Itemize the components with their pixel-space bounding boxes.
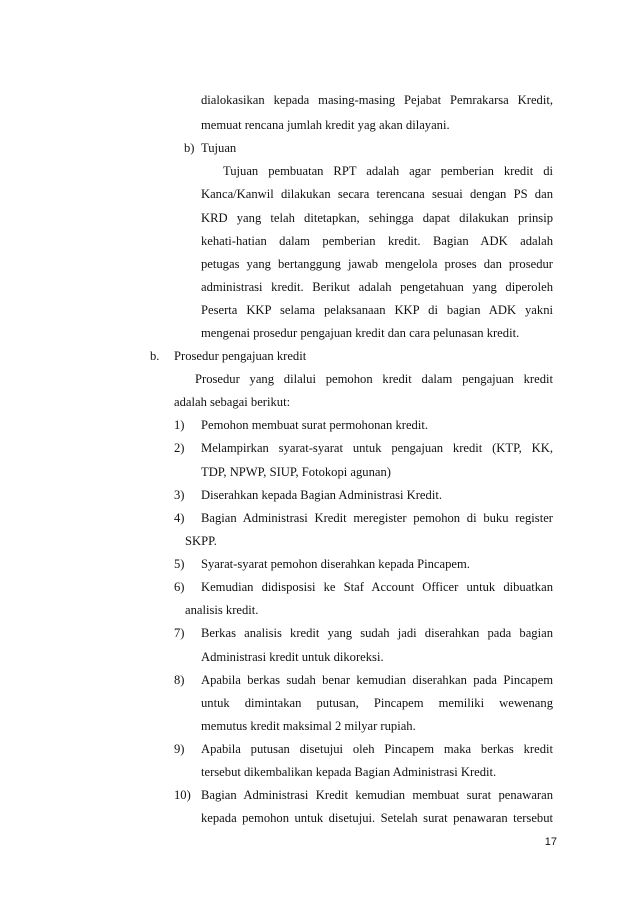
list-item-text: untuk dimintakan putusan, Pincapem memiliki wewenang (201, 696, 553, 710)
list-item-text: memutus kredit maksimal 2 milyar rupiah. (201, 719, 416, 733)
text-line: kehati-hatian dalam pemberian kredit. Bagian ADK adalah (201, 234, 553, 248)
list-item-text: Kemudian didisposisi ke Staf Account Officer untuk dibuatkan (201, 580, 553, 594)
list-item-text: Bagian Administrasi Kredit meregister pemohon di buku register (201, 511, 553, 525)
list-number: 1) (174, 418, 185, 432)
list-item-text: Apabila berkas sudah benar kemudian diserahkan pada Pincapem (201, 673, 553, 687)
list-number: 5) (174, 557, 185, 571)
list-number: 2) (174, 441, 185, 455)
list-item-text: SKPP. (185, 534, 217, 548)
list-item-text: Melampirkan syarat-syarat untuk pengajuan kredit (KTP, KK, (201, 441, 553, 455)
text-line: dialokasikan kepada masing-masing Pejabat Pemrakarsa Kredit, (201, 93, 553, 107)
text-line: memuat rencana jumlah kredit yag akan dilayani. (201, 118, 450, 132)
text-line: KRD yang telah ditetapkan, sehingga dapat dilakukan prinsip (201, 211, 553, 225)
list-item-text: Syarat-syarat pemohon diserahkan kepada Pincapem. (201, 557, 470, 571)
section-marker: b. (150, 349, 160, 363)
list-item-text: Apabila putusan disetujui oleh Pincapem maka berkas kredit (201, 742, 553, 756)
text-line: Kanca/Kanwil dilakukan secara terencana sesuai dengan PS dan (201, 187, 553, 201)
list-item-text: Berkas analisis kredit yang sudah jadi diserahkan pada bagian (201, 626, 553, 640)
list-item-text: Administrasi kredit untuk dikoreksi. (201, 650, 384, 664)
text-line: Tujuan pembuatan RPT adalah agar pemberian kredit di (223, 164, 553, 178)
list-number: 6) (174, 580, 185, 594)
text-line: administrasi kredit. Berikut adalah pengetahuan yang diperoleh (201, 280, 553, 294)
list-item-text: Diserahkan kepada Bagian Administrasi Kredit. (201, 488, 442, 502)
section-heading: Prosedur pengajuan kredit (174, 349, 307, 363)
text-line: petugas yang bertanggung jawab mengelola proses dan prosedur (201, 257, 553, 271)
subsection-heading: Tujuan (201, 141, 237, 155)
list-item-text: Pemohon membuat surat permohonan kredit. (201, 418, 428, 432)
list-number: 3) (174, 488, 185, 502)
text-line: adalah sebagai berikut: (174, 395, 291, 409)
text-line: mengenai prosedur pengajuan kredit dan cara pelunasan kredit. (201, 326, 520, 340)
list-number: 7) (174, 626, 185, 640)
list-item-text: tersebut dikembalikan kepada Bagian Administrasi Kredit. (201, 765, 497, 779)
list-item-text: Bagian Administrasi Kredit kemudian membuat surat penawaran (201, 788, 553, 802)
text-line: Peserta KKP selama pelaksanaan KKP di bagian ADK yakni (201, 303, 553, 317)
list-marker: b) (184, 141, 195, 155)
list-item-text: TDP, NPWP, SIUP, Fotokopi agunan) (201, 465, 391, 479)
list-number: 9) (174, 742, 185, 756)
page-number: 17 (544, 836, 557, 848)
list-number: 4) (174, 511, 185, 525)
list-number: 10) (174, 788, 191, 802)
text-line: Prosedur yang dilalui pemohon kredit dalam pengajuan kredit (195, 372, 553, 386)
list-item-text: kepada pemohon untuk disetujui. Setelah surat penawaran tersebut (201, 811, 553, 825)
list-number: 8) (174, 673, 185, 687)
list-item-text: analisis kredit. (185, 603, 259, 617)
